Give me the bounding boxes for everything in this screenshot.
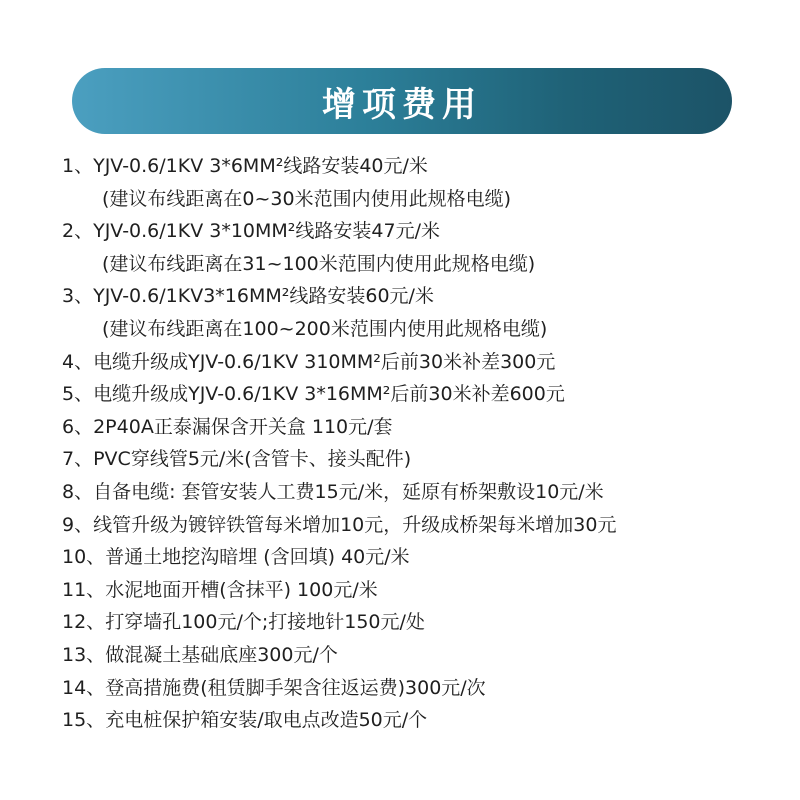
item-number: 3、 (62, 285, 94, 308)
list-item-10 (62, 541, 782, 574)
list-item-6 (62, 411, 782, 444)
item-text: YJV-0.6/1KV 3*6MM²线路安装40元/米 (93, 155, 428, 177)
item-number: 1、 (62, 155, 94, 177)
item-text: 登高措施费(租赁脚手架含往返运费)300元/次 (105, 676, 486, 699)
item-number: 8、 (62, 480, 94, 503)
page-title: 增项费用 (322, 84, 482, 125)
item-note: (建议布线距离在31~100米范围内使用此规格电缆) (102, 252, 536, 275)
item-text: 线管升级为镀锌铁管每米增加10元，升级成桥架每米增加30元 (93, 513, 617, 536)
list-item-13 (62, 639, 782, 672)
fee-list (62, 150, 782, 737)
item-text: 电缆升级成YJV-0.6/1KV 310MM²后前30米补差300元 (93, 350, 556, 373)
item-text: 普通土地挖沟暗埋 (含回填) 40元/米 (105, 546, 410, 569)
item-text: 打穿墙孔100元/个;打接地针150元/处 (105, 611, 425, 634)
item-text: 2P40A正泰漏保含开关盒 110元/套 (93, 415, 393, 438)
list-item-9 (62, 509, 782, 542)
item-number: 13、 (62, 643, 106, 666)
list-item-15 (62, 704, 782, 737)
item-note: (建议布线距离在100~200米范围内使用此规格电缆) (102, 317, 548, 340)
list-item-2 (62, 215, 782, 248)
item-text: YJV-0.6/1KV3*16MM²线路安装60元/米 (93, 285, 434, 308)
list-item-8 (62, 476, 782, 509)
item-text: PVC穿线管5元/米(含管卡、接头配件) (93, 448, 412, 471)
list-item-11 (62, 574, 782, 607)
list-item-12 (62, 606, 782, 639)
item-number: 6、 (62, 415, 94, 438)
item-number: 2、 (62, 220, 94, 243)
list-item-4 (62, 346, 782, 379)
title-banner (72, 68, 732, 134)
item-number: 15、 (62, 709, 106, 732)
item-text: 水泥地面开槽(含抹平) 100元/米 (105, 578, 378, 601)
item-number: 4、 (62, 350, 94, 373)
item-number: 5、 (62, 383, 94, 406)
item-number: 11、 (62, 578, 106, 601)
item-text: YJV-0.6/1KV 3*10MM²线路安装47元/米 (93, 220, 440, 243)
item-number: 14、 (62, 676, 106, 699)
item-number: 12、 (62, 611, 106, 634)
item-text: 电缆升级成YJV-0.6/1KV 3*16MM²后前30米补差600元 (93, 383, 565, 406)
list-item-14 (62, 672, 782, 705)
item-number: 7、 (62, 448, 94, 471)
list-item-7 (62, 443, 782, 476)
list-item-5 (62, 378, 782, 411)
list-item-1 (62, 150, 782, 183)
item-text: 做混凝土基础底座300元/个 (105, 643, 338, 666)
item-text: 自备电缆: 套管安装人工费15元/米，延原有桥架敷设10元/米 (93, 480, 604, 503)
list-item-3 (62, 280, 782, 313)
item-note: (建议布线距离在0~30米范围内使用此规格电缆) (102, 187, 512, 210)
item-number: 9、 (62, 513, 94, 536)
item-text: 充电桩保护箱安装/取电点改造50元/个 (105, 709, 428, 732)
item-number: 10、 (62, 546, 106, 569)
